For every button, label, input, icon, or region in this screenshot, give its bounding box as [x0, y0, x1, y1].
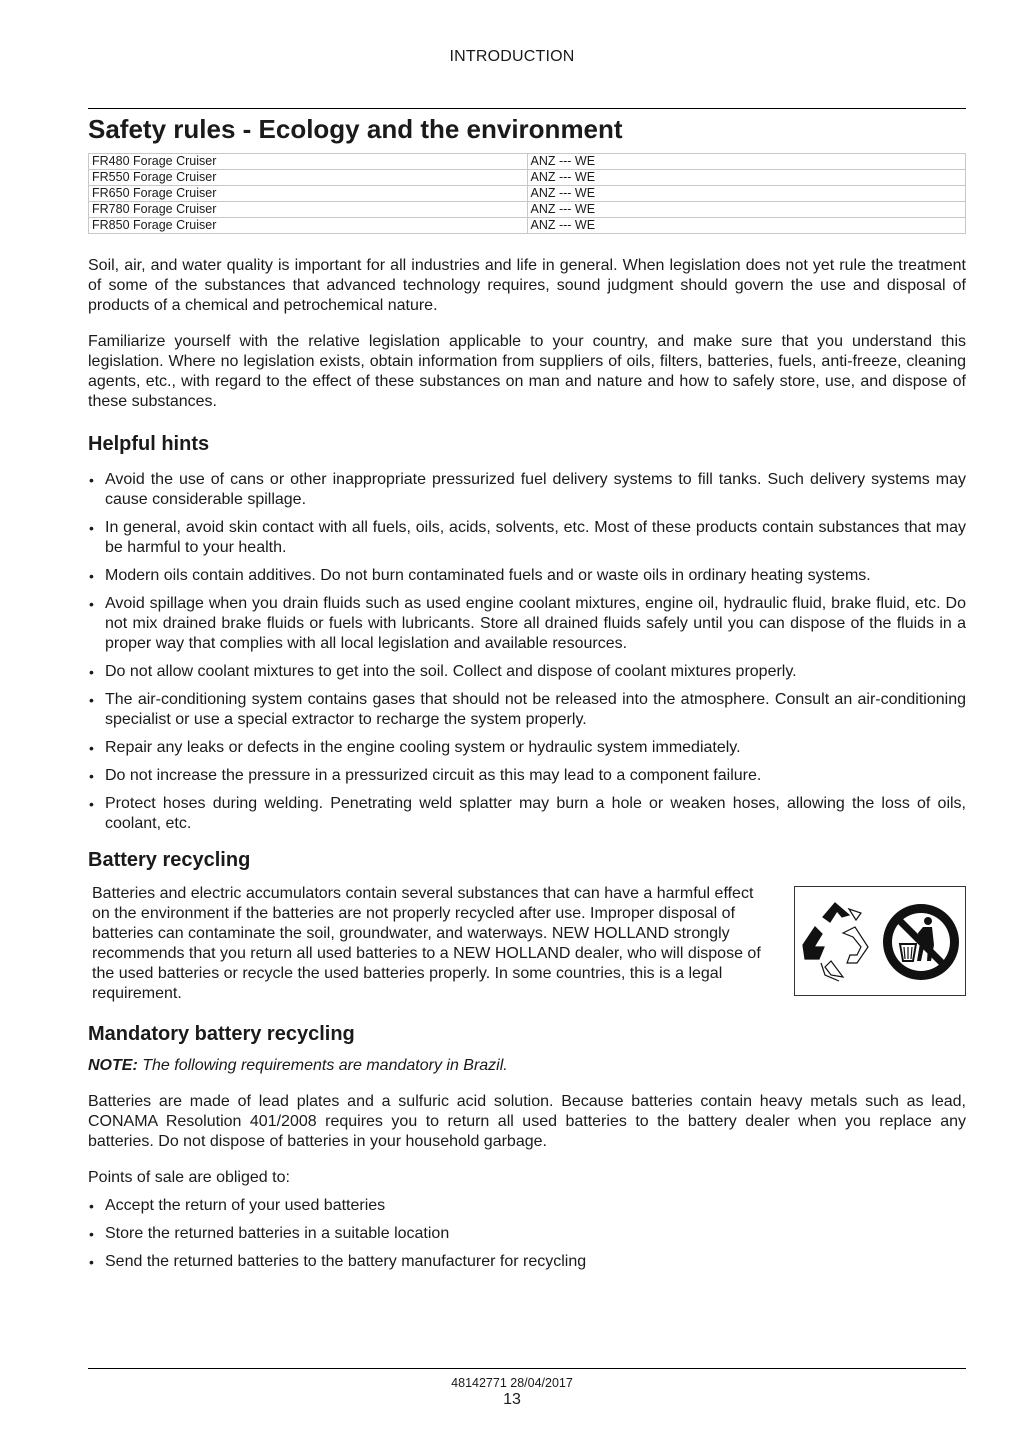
battery-recycling-block	[88, 884, 966, 1016]
bullet-icon: •	[89, 596, 94, 612]
list-item	[88, 662, 966, 682]
list-item-text: Send the returned batteries to the battery manufacturer for recycling	[105, 1253, 587, 1270]
list-item	[88, 1252, 966, 1272]
bullet-icon: •	[89, 472, 94, 488]
helpful-hints-heading: Helpful hints	[88, 433, 210, 455]
model-cell: FR780 Forage Cruiser	[89, 202, 528, 218]
table-row	[89, 154, 966, 170]
header-rule	[88, 108, 966, 109]
main-content	[88, 256, 966, 1280]
region-cell: ANZ --- WE	[527, 218, 966, 234]
model-cell: FR650 Forage Cruiser	[89, 186, 528, 202]
applicability-table	[88, 153, 966, 234]
list-item-text: Avoid the use of cans or other inappropriate pressurized fuel delivery systems to fill tanks. Such delivery systems may cause considerable spillage.	[105, 471, 966, 508]
table-row	[89, 202, 966, 218]
list-item	[88, 594, 966, 654]
helpful-hints-list	[88, 470, 966, 834]
list-item	[88, 690, 966, 730]
bullet-icon: •	[89, 768, 94, 784]
footer-rule	[88, 1368, 966, 1369]
recycle-icon	[803, 903, 868, 981]
list-item	[88, 1196, 966, 1216]
recycling-figure	[794, 886, 966, 996]
region-cell: ANZ --- WE	[527, 202, 966, 218]
bullet-icon: •	[89, 796, 94, 812]
battery-recycling-text: Batteries and electric accumulators contain several substances that can have a harmful effect on the environment if the batteries are not properly recycled after use. Improper disposal of batteries can contaminate the soil, groundwater, and waterways. NEW HOLLAND strongly recommends that you return all used batteries to a NEW HOLLAND dealer, who will dispose of the used batteries or recycle the used batteries properly. In some countries, this is a legal requirement.	[92, 885, 761, 1002]
note-label: NOTE:	[88, 1057, 138, 1074]
note-paragraph	[88, 1056, 966, 1076]
list-item	[88, 518, 966, 558]
recycling-symbols-graphic	[795, 887, 965, 995]
list-item-text: Repair any leaks or defects in the engine cooling system or hydraulic system immediately.	[105, 739, 741, 756]
battery-recycling-heading: Battery recycling	[88, 849, 251, 871]
points-list	[88, 1196, 966, 1272]
bullet-icon: •	[89, 664, 94, 680]
bullet-icon: •	[89, 1226, 94, 1242]
page-number: 13	[503, 1391, 521, 1408]
list-item-text: Do not increase the pressure in a pressurized circuit as this may lead to a component failure.	[105, 767, 762, 784]
list-item-text: The air-conditioning system contains gases that should not be released into the atmosphere. Consult an air-conditioning specialist or use a special extractor to recharge the system properly.	[105, 691, 966, 728]
intro-paragraph: Familiarize yourself with the relative legislation applicable to your country, and make sure that you understand this legislation. Where no legislation exists, obtain information from suppliers of oils, filters, batteries, fuels, anti-freeze, cleaning agents, etc., with regard to the effect of these substances on man and nature and how to safely store, use, and dispose of these substances.	[88, 333, 966, 410]
list-item	[88, 1224, 966, 1244]
table-row	[89, 186, 966, 202]
region-cell: ANZ --- WE	[527, 186, 966, 202]
list-item-text: Avoid spillage when you drain fluids such as used engine coolant mixtures, engine oil, hydraulic fluid, brake fluid, etc. Do not mix drained brake fluids or fuels with lubricants. Store all drained fluids safely until you can dispose of the fluids in a proper way that complies with all local legislation and available resources.	[105, 595, 966, 652]
intro-paragraph: Soil, air, and water quality is important for all industries and life in general. When legislation does not yet rule the treatment of some of the substances that advanced technology requires, sound judgment should govern the use and disposal of products of a chemical and petrochemical nature.	[88, 257, 966, 314]
bullet-icon: •	[89, 568, 94, 584]
page-title: Safety rules - Ecology and the environment	[88, 114, 623, 144]
list-item	[88, 738, 966, 758]
bullet-icon: •	[89, 1254, 94, 1270]
list-item-text: In general, avoid skin contact with all fuels, oils, acids, solvents, etc. Most of these products contain substances that may be harmful to your health.	[105, 519, 966, 556]
running-header: INTRODUCTION	[449, 48, 575, 65]
list-item	[88, 566, 966, 586]
model-cell: FR850 Forage Cruiser	[89, 218, 528, 234]
list-item-text: Accept the return of your used batteries	[105, 1197, 386, 1214]
bullet-icon: •	[89, 520, 94, 536]
model-cell: FR480 Forage Cruiser	[89, 154, 528, 170]
region-cell: ANZ --- WE	[527, 170, 966, 186]
list-item	[88, 766, 966, 786]
list-item-text: Modern oils contain additives. Do not burn contaminated fuels and or waste oils in ordinary heating systems.	[105, 567, 871, 584]
mandatory-paragraph: Batteries are made of lead plates and a sulfuric acid solution. Because batteries contain heavy metals such as lead, CONAMA Resolution 401/2008 requires you to return all used batteries to the battery dealer when you replace any batteries. Do not dispose of batteries in your household garbage.	[88, 1093, 966, 1150]
note-text: The following requirements are mandatory in Brazil.	[142, 1057, 508, 1074]
model-cell: FR550 Forage Cruiser	[89, 170, 528, 186]
list-item-text: Do not allow coolant mixtures to get into the soil. Collect and dispose of coolant mixtures properly.	[105, 663, 797, 680]
list-item	[88, 794, 966, 834]
bullet-icon: •	[89, 740, 94, 756]
points-intro: Points of sale are obliged to:	[88, 1169, 290, 1186]
list-item	[88, 470, 966, 510]
bullet-icon: •	[89, 1198, 94, 1214]
region-cell: ANZ --- WE	[527, 154, 966, 170]
table-row	[89, 170, 966, 186]
bullet-icon: •	[89, 692, 94, 708]
no-litter-icon	[883, 904, 959, 980]
list-item-text: Protect hoses during welding. Penetrating weld splatter may burn a hole or weaken hoses, allowing the loss of oils, coolant, etc.	[105, 795, 966, 832]
table-row	[89, 218, 966, 234]
list-item-text: Store the returned batteries in a suitable location	[105, 1225, 450, 1242]
mandatory-recycling-heading: Mandatory battery recycling	[88, 1023, 355, 1045]
footer-doc-number: 48142771 28/04/2017	[451, 1376, 573, 1390]
